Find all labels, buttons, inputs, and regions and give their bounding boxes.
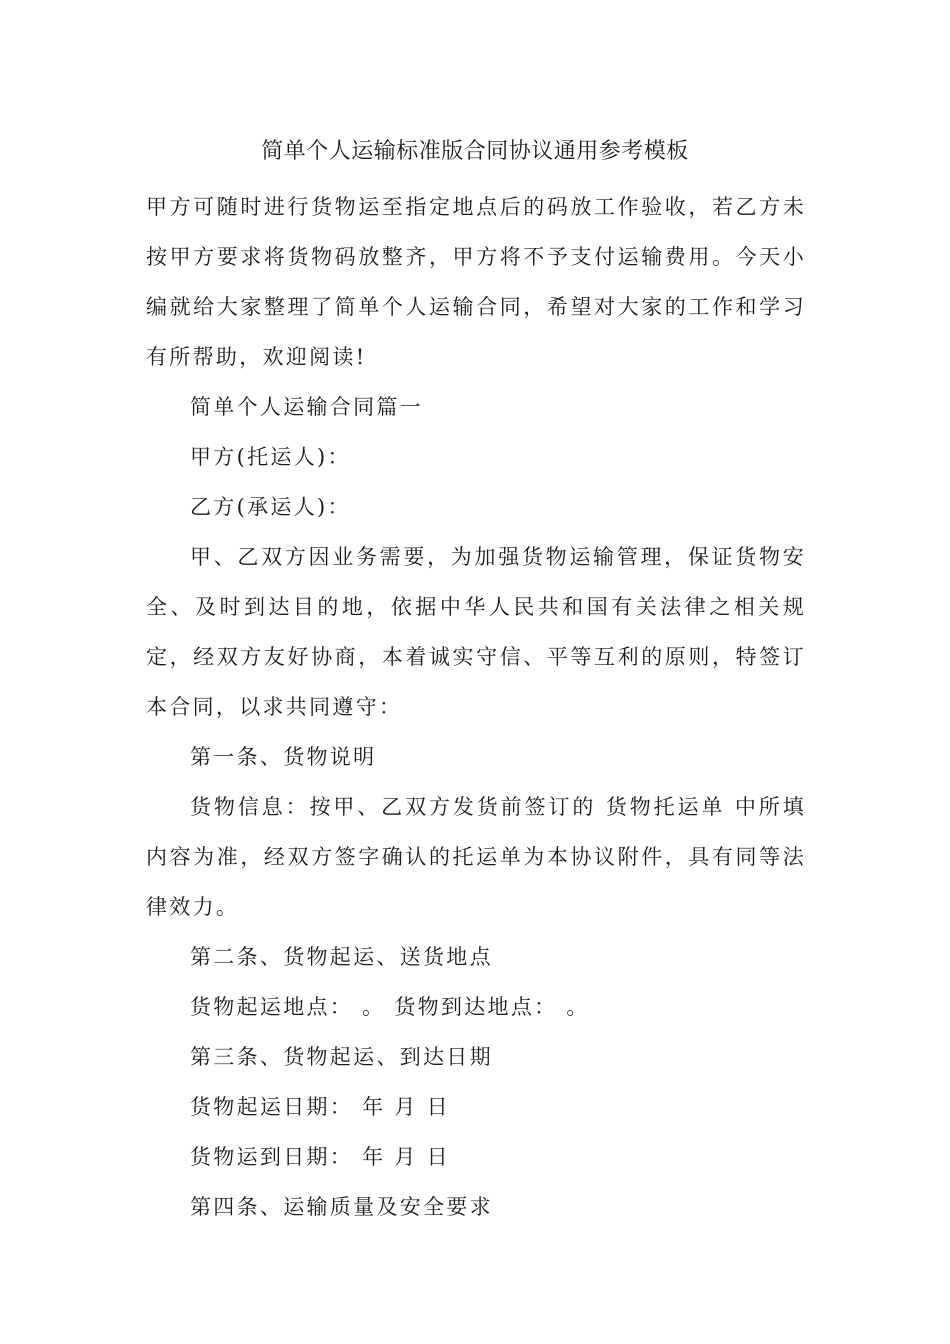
document-body [146, 182, 806, 1232]
article-two-heading: 第二条、货物起运、送货地点 [190, 945, 493, 969]
document-title: 简单个人运输标准版合同协议通用参考模板 [261, 139, 689, 164]
section-heading-contract-one: 简单个人运输合同篇一 [190, 395, 423, 419]
preamble-paragraph: 甲、乙双方因业务需要，为加强货物运输管理，保证货物安全、及时到达目的地，依据中华人民共和国有关法律之相关规定，经双方友好协商，本着诚实守信、平等互利的原则，特签订本合同，以求共同遵守： [146, 545, 806, 719]
party-b-line: 乙方(承运人)： [190, 495, 351, 519]
departure-date-line: 货物起运日期： 年 月 日 [190, 1095, 450, 1119]
article-one-heading: 第一条、货物说明 [190, 745, 377, 769]
arrival-date-line: 货物运到日期： 年 月 日 [190, 1145, 450, 1169]
locations-line: 货物起运地点： 。 货物到达地点： 。 [190, 995, 590, 1019]
article-three-heading: 第三条、货物起运、到达日期 [190, 1045, 493, 1069]
party-a-line: 甲方(托运人)： [190, 445, 351, 469]
intro-paragraph: 甲方可随时进行货物运至指定地点后的码放工作验收，若乙方未按甲方要求将货物码放整齐，甲方将不予支付运输费用。今天小编就给大家整理了简单个人运输合同，希望对大家的工作和学习有所帮助，欢迎阅读! [146, 195, 806, 369]
cargo-info-paragraph: 货物信息：按甲、乙双方发货前签订的 货物托运单 中所填内容为准，经双方签字确认的托运单为本协议附件，具有同等法律效力。 [146, 795, 806, 919]
article-four-heading: 第四条、运输质量及安全要求 [190, 1195, 493, 1219]
